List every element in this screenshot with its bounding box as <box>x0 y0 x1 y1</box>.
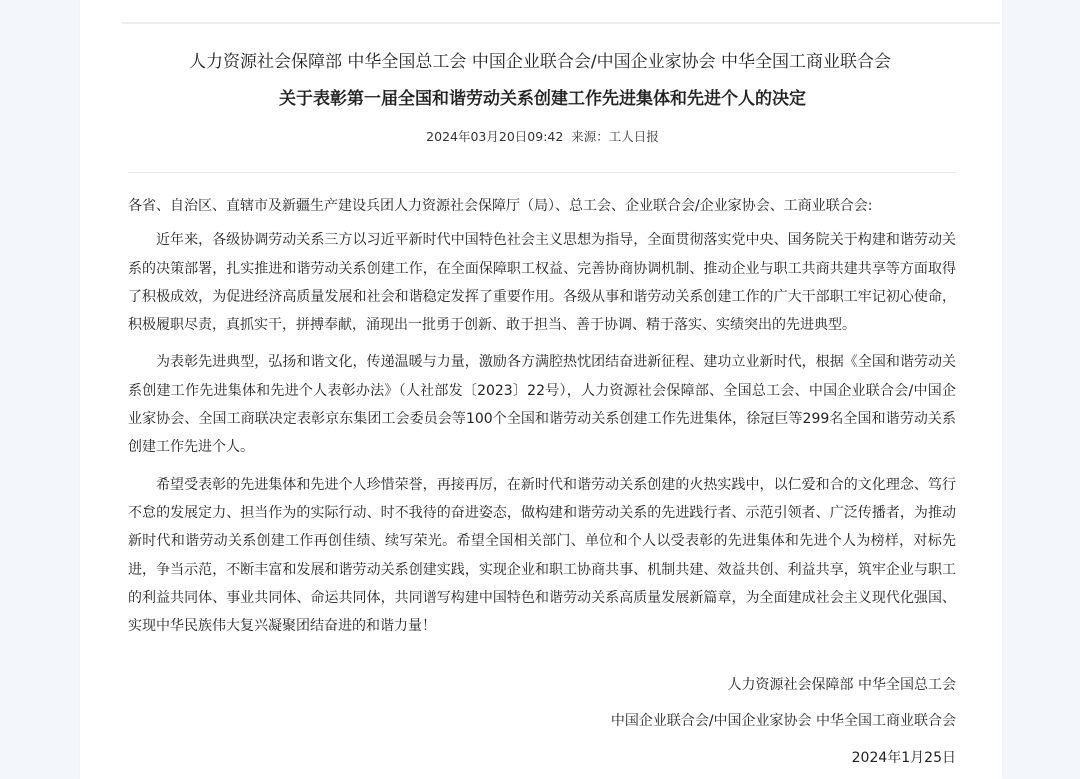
issuing-bodies: 人力资源社会保障部 中华全国总工会 中国企业联合会/中国企业家协会 中华全国工商业联合会 <box>189 52 891 72</box>
signature-date: 2024年1月25日 <box>851 750 956 766</box>
paragraph: 希望受表彰的先进集体和先进个人珍惜荣誉，再接再厉，在新时代和谐劳动关系创建的火热实践中，以仁爱和合的文化理念、笃行不怠的发展定力、担当作为的实际行动、时不我待的奋进姿态，做构建和谐劳动关系的先进践行者、示范引领者、广泛传播者，为推动新时代和谐劳动关系创建工作再创佳绩、续写荣光。希望全国相关部门、单位和个人以受表彰的先进集体和先进个人为榜样，对标先进，争当示范，不断丰富和发展和谐劳动关系创建实践，实现企业和职工协商共事、机制共建、效益共创、利益共享，筑牢企业与职工的利益共同体、事业共同体、命运共同体，共同谱写构建中国特色和谐劳动关系高质量发展新篇章，为全面建成社会主义现代化强国、实现中华民族伟大复兴凝聚团结奋进的和谐力量！ <box>128 476 956 635</box>
source-label: 来源： <box>571 129 609 144</box>
signature-line-2: 中国企业联合会/中国企业家协会 中华全国工商业联合会 <box>610 713 956 729</box>
paragraph: 为表彰先进典型，弘扬和谐文化，传递温暖与力量，激励各方满腔热忱团结奋进新征程、建功立业新时代，根据《全国和谐劳动关系创建工作先进集体和先进个人表彰办法》（人社部发〔2023〕22号），人力资源社会保障部、全国总工会、中国企业联合会/中国企业家协会、全国工商联决定表彰京东集团工会委员会等100个全国和谐劳动关系创建工作先进集体，徐冠巨等299名全国和谐劳动关系创建工作先进个人。 <box>128 354 956 456</box>
salutation: 各省、自治区、直辖市及新疆生产建设兵团人力资源社会保障厅（局）、总工会、企业联合会/企业家协会、工商业联合会: <box>128 198 873 214</box>
article-body <box>128 192 956 649</box>
paragraph: 近年来，各级协调劳动关系三方以习近平新时代中国特色社会主义思想为指导，全面贯彻落实党中央、国务院关于构建和谐劳动关系的决策部署，扎实推进和谐劳动关系创建工作，在全面保障职工权益、完善协商协调机制、推动企业与职工共商共建共享等方面取得了积极成效，为促进经济高质量发展和社会和谐稳定发挥了重要作用。各级从事和谐劳动关系创建工作的广大干部职工牢记初心使命，积极履职尽责，真抓实干，拼搏奉献，涌现出一批勇于创新、敢于担当、善于协调、精于落实、实绩突出的先进典型。 <box>128 232 956 334</box>
signature-line-1: 人力资源社会保障部 中华全国总工会 <box>727 677 956 693</box>
article-meta <box>0 127 1080 147</box>
source-name: 工人日报 <box>608 129 659 144</box>
header-divider <box>128 172 956 173</box>
page-title: 关于表彰第一届全国和谐劳动关系创建工作先进集体和先进个人的决定 <box>279 89 806 109</box>
top-divider <box>122 22 1000 24</box>
publish-datetime: 2024年03月20日09:42 <box>426 129 564 144</box>
